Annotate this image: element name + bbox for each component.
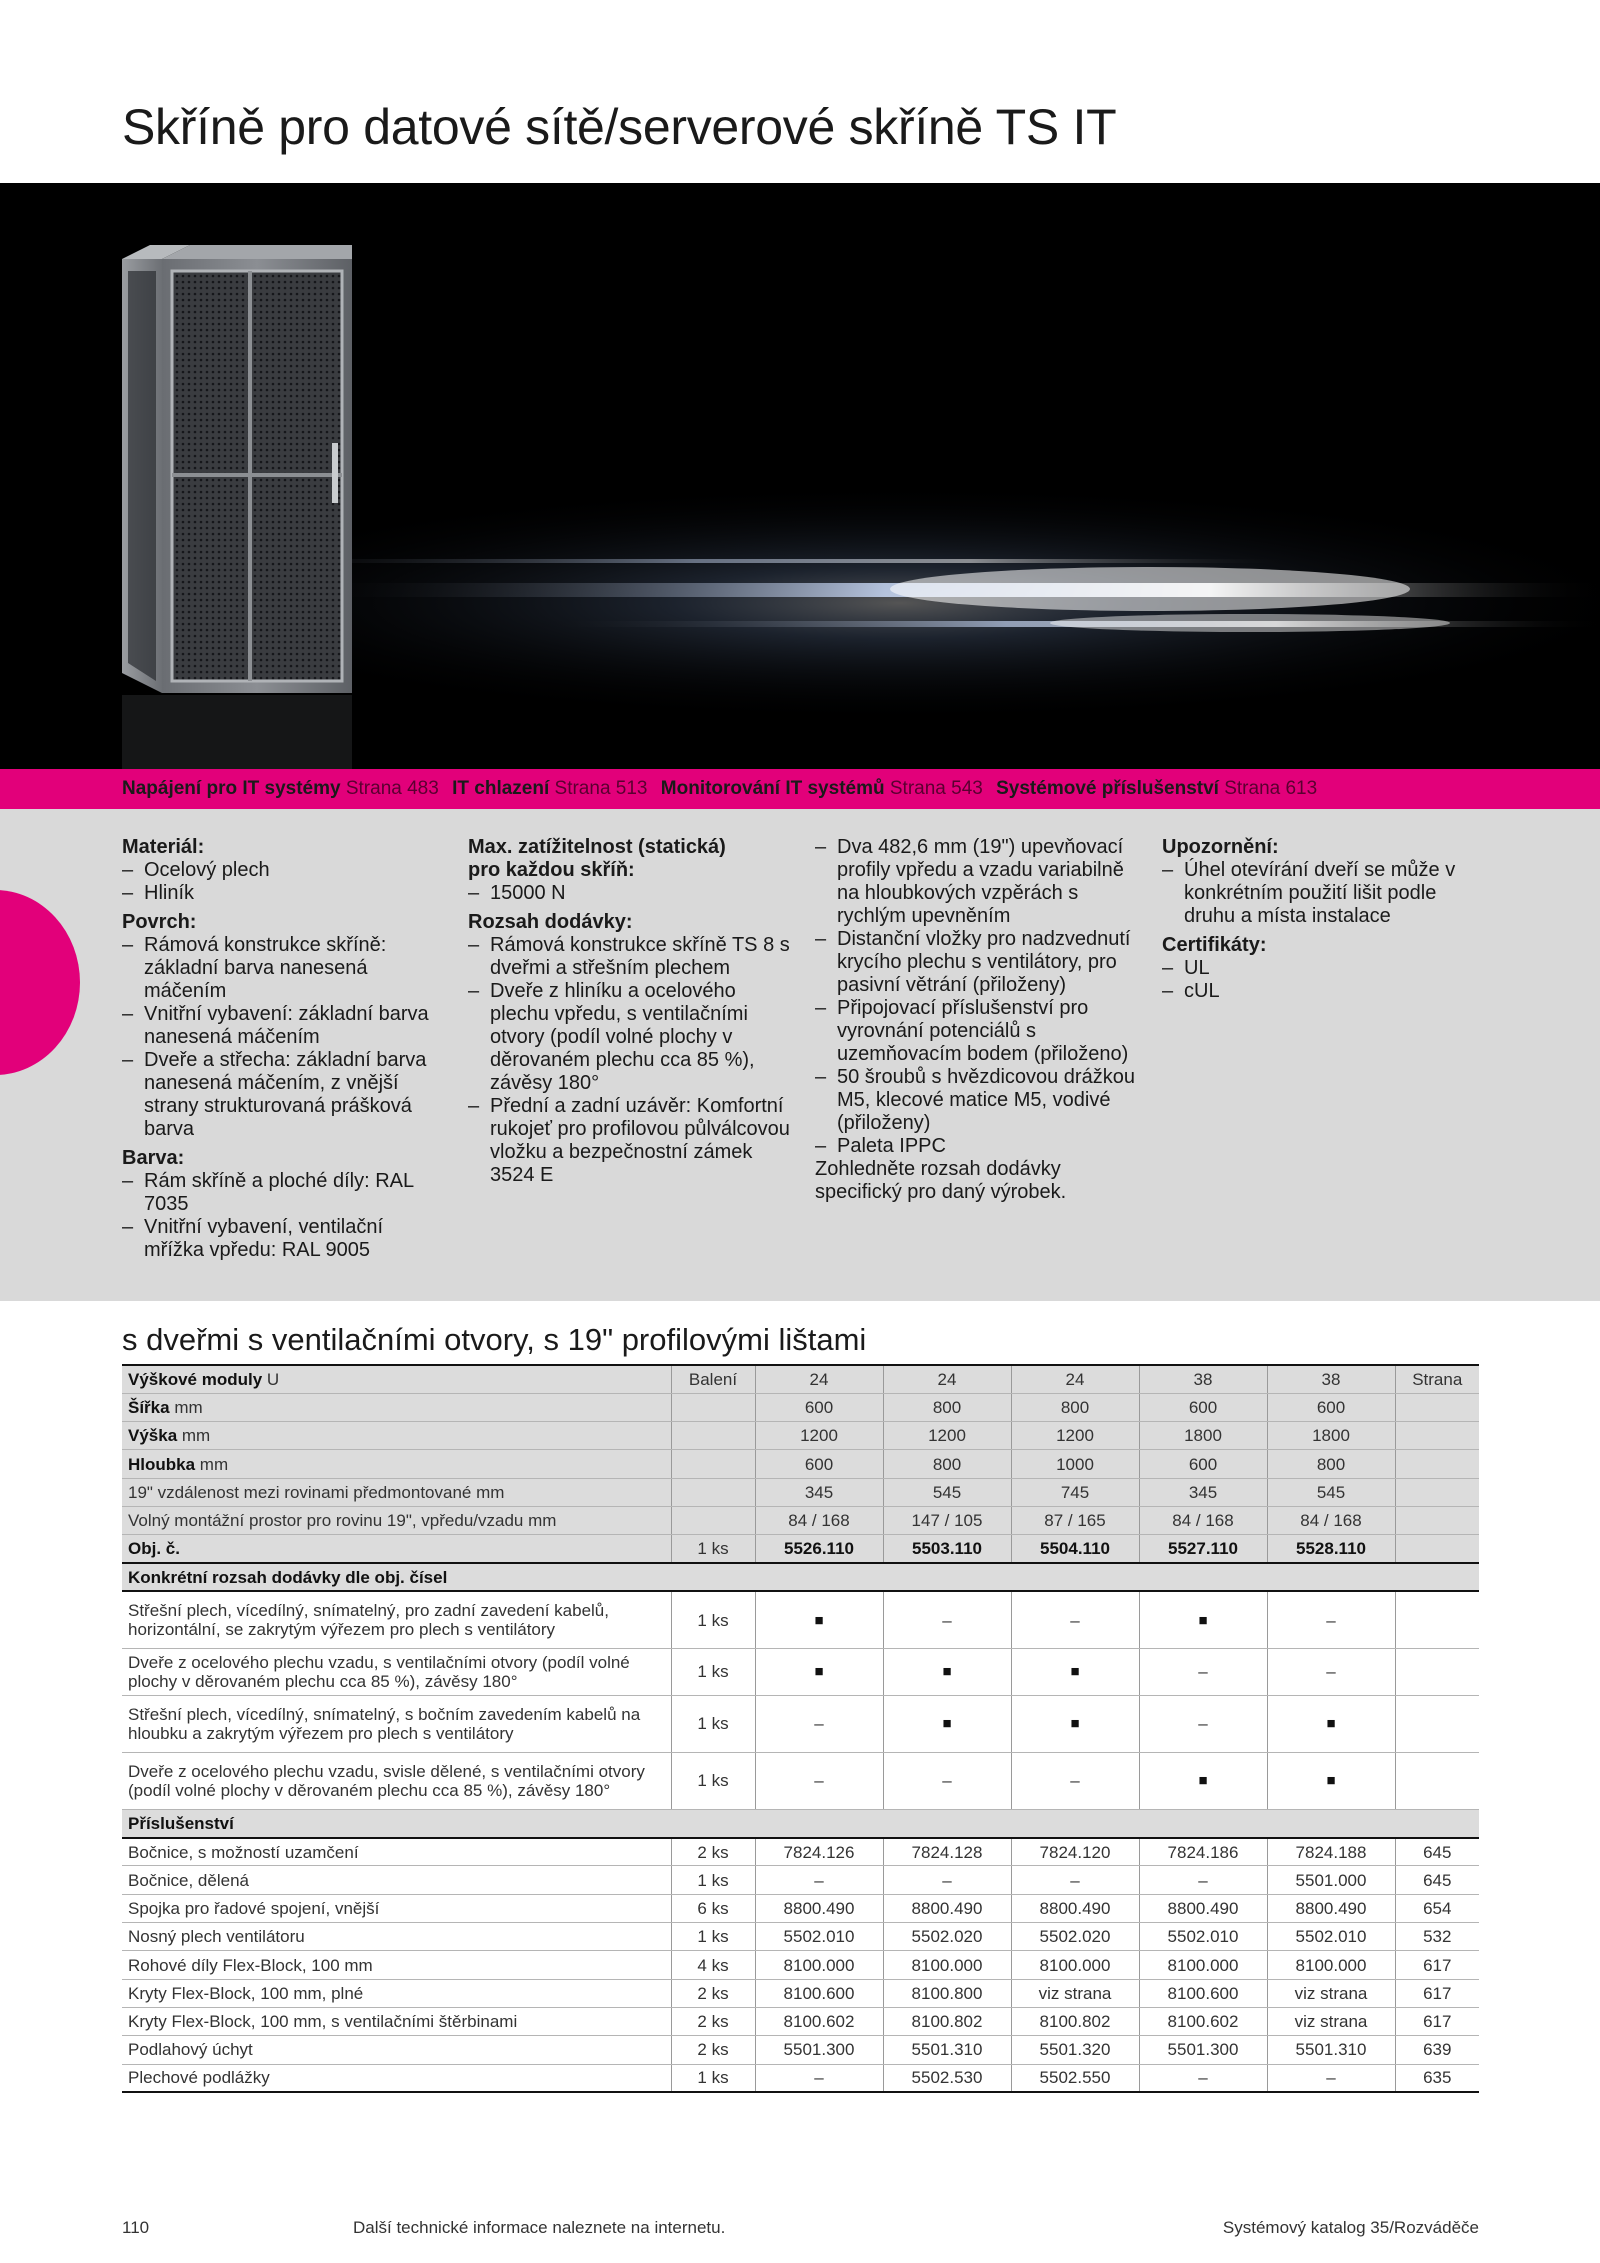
surface-heading: Povrch: [122, 911, 197, 933]
color-item: – Rám skříně a ploché díly: RAL 7035 [122, 1170, 447, 1216]
pack-cell [671, 1478, 755, 1506]
dimension-row [122, 1506, 1479, 1534]
link-it-monitoring-page: Strana 543 [889, 778, 983, 799]
accessory-row [122, 2064, 1479, 2092]
accessory-order-number: 5502.550 [1011, 2064, 1139, 2092]
row-label: Šířka mm [122, 1393, 671, 1421]
accessory-order-number: 7824.120 [1011, 1838, 1139, 1866]
accessory-order-number: 8100.000 [883, 1951, 1011, 1979]
included-mark: ■ [1011, 1648, 1139, 1695]
dimension-value: 600 [1139, 1393, 1267, 1421]
not-included-mark: – [883, 1591, 1011, 1648]
page-reference: 645 [1395, 1866, 1479, 1894]
accessory-label: Podlahový úchyt [122, 2036, 671, 2064]
accessory-order-number: 8100.800 [883, 1979, 1011, 2007]
order-number: 5528.110 [1267, 1535, 1395, 1563]
pack-cell: 1 ks [671, 1535, 755, 1563]
accessory-row [122, 2007, 1479, 2035]
scope-row [122, 1695, 1479, 1752]
page-cell [1395, 1752, 1479, 1809]
material-item: – Ocelový plech [122, 859, 447, 882]
accessory-row [122, 1979, 1479, 2007]
accessory-order-number: 8800.490 [755, 1894, 883, 1922]
dimension-row [122, 1422, 1479, 1450]
scope-item: – Připojovací příslušenství pro vyrovnání potenciálů s uzemňovacím bodem (přiloženo) [815, 997, 1140, 1066]
dimension-value: 600 [755, 1393, 883, 1421]
pack-cell: 6 ks [671, 1894, 755, 1922]
not-included-mark: – [755, 1695, 883, 1752]
page-cell [1395, 1535, 1479, 1563]
not-included-mark: – [883, 1752, 1011, 1809]
pack-cell [671, 1422, 755, 1450]
accessory-order-number: 7824.186 [1139, 1838, 1267, 1866]
page-cell [1395, 1450, 1479, 1478]
accessory-order-number: 8800.490 [1139, 1894, 1267, 1922]
accessory-label: Plechové podlážky [122, 2064, 671, 2092]
load-heading-2: pro každou skříň: [468, 859, 635, 881]
product-hero-image [0, 183, 1600, 769]
scope-row-label: Střešní plech, vícedílný, snímatelný, pro zadní zavedení kabelů, horizontální, se zakrytým výřezem pro plech s ventilátory [122, 1591, 671, 1648]
dimension-row [122, 1393, 1479, 1421]
order-number-row [122, 1535, 1479, 1563]
notice-heading: Upozornění: [1162, 836, 1279, 858]
accessories-band-label: Příslušenství [122, 1809, 1479, 1837]
scope-row [122, 1752, 1479, 1809]
accessory-order-number: 8100.602 [1139, 2007, 1267, 2035]
dimension-value: 800 [1011, 1393, 1139, 1421]
accessory-order-number: 5502.020 [1011, 1923, 1139, 1951]
accessory-order-number: 5501.000 [1267, 1866, 1395, 1894]
included-mark: ■ [1267, 1752, 1395, 1809]
dimension-value: 84 / 168 [1139, 1506, 1267, 1534]
page-header: Strana [1395, 1365, 1479, 1393]
height-module: 24 [883, 1365, 1011, 1393]
page-title: Skříně pro datové sítě/serverové skříně TS IT [122, 99, 1117, 155]
dimension-value: 345 [755, 1478, 883, 1506]
spec-column-1 [122, 836, 447, 1262]
load-item: – 15000 N [468, 882, 793, 905]
certificates-heading: Certifikáty: [1162, 934, 1267, 956]
pack-cell: 2 ks [671, 1979, 755, 2007]
accessory-order-number: – [1139, 2064, 1267, 2092]
included-mark: ■ [883, 1648, 1011, 1695]
spec-column-4 [1162, 836, 1482, 1003]
accessory-order-number: 5502.010 [1267, 1923, 1395, 1951]
page-cell [1395, 1591, 1479, 1648]
page-reference: 639 [1395, 2036, 1479, 2064]
dimension-value: 800 [883, 1450, 1011, 1478]
spec-column-3 [815, 836, 1140, 1204]
page-reference: 617 [1395, 1951, 1479, 1979]
accessory-label: Bočnice, dělená [122, 1866, 671, 1894]
accessory-order-number: 8100.602 [755, 2007, 883, 2035]
not-included-mark: – [1267, 1648, 1395, 1695]
accessory-row [122, 1951, 1479, 1979]
scope-note: Zohledněte rozsah dodávky specifický pro daný výrobek. [815, 1158, 1067, 1203]
related-links-bar [0, 769, 1600, 809]
accessory-order-number: – [1139, 1866, 1267, 1894]
accessory-order-number: 5502.010 [755, 1923, 883, 1951]
accessory-label: Spojka pro řadové spojení, vnější [122, 1894, 671, 1922]
pack-cell: 1 ks [671, 1752, 755, 1809]
scope-heading: Rozsah dodávky: [468, 911, 633, 933]
page-cell [1395, 1478, 1479, 1506]
accessory-order-number: 5502.530 [883, 2064, 1011, 2092]
material-heading: Materiál: [122, 836, 205, 858]
included-mark: ■ [883, 1695, 1011, 1752]
accessory-order-number: 8100.600 [755, 1979, 883, 2007]
accessory-order-number: 8800.490 [1011, 1894, 1139, 1922]
certificate-item: – cUL [1162, 980, 1482, 1003]
scope-item: – Dva 482,6 mm (19") upevňovací profily vpředu a vzadu variabilně na hloubkových vzpěrách s rychlým upevněním [815, 836, 1140, 928]
order-number: 5526.110 [755, 1535, 883, 1563]
height-module: 38 [1267, 1365, 1395, 1393]
pack-cell: 1 ks [671, 1866, 755, 1894]
not-included-mark: – [1267, 1591, 1395, 1648]
accessory-order-number: 5501.300 [1139, 2036, 1267, 2064]
pack-header: Balení [671, 1365, 755, 1393]
accessory-order-number: 5501.310 [883, 2036, 1011, 2064]
row-label: Hloubka mm [122, 1450, 671, 1478]
row-label: Výškové moduly U [122, 1365, 671, 1393]
pack-cell [671, 1450, 755, 1478]
page-reference: 645 [1395, 1838, 1479, 1866]
scope-item: – Paleta IPPC [815, 1135, 1140, 1158]
link-system-accessories[interactable]: Systémové příslušenství [996, 778, 1219, 799]
pack-cell: 2 ks [671, 1838, 755, 1866]
accessory-label: Nosný plech ventilátoru [122, 1923, 671, 1951]
pack-cell: 1 ks [671, 1591, 755, 1648]
scope-item: – Distanční vložky pro nadzvednutí krycího plechu s ventilátory, pro pasivní větrání (přiloženy) [815, 928, 1140, 997]
accessory-order-number: 7824.126 [755, 1838, 883, 1866]
page-cell [1395, 1422, 1479, 1450]
accessory-row [122, 1923, 1479, 1951]
accessory-order-number: 8800.490 [883, 1894, 1011, 1922]
row-label: Volný montážní prostor pro rovinu 19", vpředu/vzadu mm [122, 1506, 671, 1534]
accessory-label: Kryty Flex-Block, 100 mm, s ventilačními štěrbinami [122, 2007, 671, 2035]
height-module: 38 [1139, 1365, 1267, 1393]
accessory-label: Kryty Flex-Block, 100 mm, plné [122, 1979, 671, 2007]
accessory-order-number: 5501.320 [1011, 2036, 1139, 2064]
order-number: 5527.110 [1139, 1535, 1267, 1563]
height-module: 24 [1011, 1365, 1139, 1393]
page-reference: 532 [1395, 1923, 1479, 1951]
dimension-value: 545 [1267, 1478, 1395, 1506]
load-heading: Max. zatížitelnost (statická) [468, 836, 726, 858]
header-row [122, 1365, 1479, 1393]
accessory-row [122, 2036, 1479, 2064]
dimension-value: 1200 [755, 1422, 883, 1450]
accessory-order-number: – [755, 2064, 883, 2092]
color-item: – Vnitřní vybavení, ventilační mřížka vpředu: RAL 9005 [122, 1216, 447, 1262]
scope-band-label: Konkrétní rozsah dodávky dle obj. čísel [122, 1563, 1479, 1591]
dimension-value: 1200 [883, 1422, 1011, 1450]
page-cell [1395, 1506, 1479, 1534]
included-mark: ■ [755, 1648, 883, 1695]
accessory-order-number: – [1011, 1866, 1139, 1894]
certificate-item: – UL [1162, 957, 1482, 980]
accessory-order-number: 8100.000 [1011, 1951, 1139, 1979]
included-mark: ■ [755, 1591, 883, 1648]
accessory-row [122, 1866, 1479, 1894]
dimension-value: 84 / 168 [755, 1506, 883, 1534]
pack-cell: 1 ks [671, 2064, 755, 2092]
surface-item: – Vnitřní vybavení: základní barva nanesená máčením [122, 1003, 447, 1049]
dimension-value: 345 [1139, 1478, 1267, 1506]
product-table [122, 1364, 1479, 2093]
link-it-monitoring[interactable]: Monitorování IT systémů [660, 778, 885, 799]
accessory-order-number: 8800.490 [1267, 1894, 1395, 1922]
scope-item: – Rámová konstrukce skříně TS 8 s dveřmi a střešním plechem [468, 934, 793, 980]
scope-row-label: Dveře z ocelového plechu vzadu, svisle dělené, s ventilačními otvory (podíl volné plochy v děrovaném plechu cca 85 %), závěsy 180° [122, 1752, 671, 1809]
included-mark: ■ [1139, 1752, 1267, 1809]
accessory-order-number: 5501.300 [755, 2036, 883, 2064]
accessory-order-number: viz strana [1267, 2007, 1395, 2035]
pack-cell: 2 ks [671, 2007, 755, 2035]
color-heading: Barva: [122, 1147, 185, 1169]
accessories-band [122, 1809, 1479, 1837]
page-reference: 617 [1395, 1979, 1479, 2007]
page-cell [1395, 1393, 1479, 1421]
not-included-mark: – [1139, 1648, 1267, 1695]
accessory-order-number: 8100.802 [1011, 2007, 1139, 2035]
dimension-row [122, 1450, 1479, 1478]
included-mark: ■ [1267, 1695, 1395, 1752]
dimension-value: 87 / 165 [1011, 1506, 1139, 1534]
material-item: – Hliník [122, 882, 447, 905]
not-included-mark: – [1011, 1591, 1139, 1648]
order-number: 5503.110 [883, 1535, 1011, 1563]
page-cell [1395, 1695, 1479, 1752]
accessory-order-number: viz strana [1011, 1979, 1139, 2007]
accessory-order-number: 8100.600 [1139, 1979, 1267, 2007]
footer-catalog: Systémový katalog 35/Rozváděče [1222, 2218, 1479, 2237]
section-title: s dveřmi s ventilačními otvory, s 19" profilovými lištami [122, 1322, 867, 1357]
scope-item: – 50 šroubů s hvězdicovou drážkou M5, klecové matice M5, vodivé (přiloženy) [815, 1066, 1140, 1135]
accessory-order-number: viz strana [1267, 1979, 1395, 2007]
not-included-mark: – [755, 1752, 883, 1809]
dimension-value: 745 [1011, 1478, 1139, 1506]
scope-row [122, 1648, 1479, 1695]
accessory-label: Rohové díly Flex-Block, 100 mm [122, 1951, 671, 1979]
scope-item: – Přední a zadní uzávěr: Komfortní rukojeť pro profilovou půlválcovou vložku a bezpečnostní zámek 3524 E [468, 1095, 793, 1187]
included-mark: ■ [1139, 1591, 1267, 1648]
accessory-order-number: 8100.000 [1139, 1951, 1267, 1979]
page-reference: 654 [1395, 1894, 1479, 1922]
dimension-value: 800 [1267, 1450, 1395, 1478]
included-mark: ■ [1011, 1695, 1139, 1752]
dimension-value: 1200 [1011, 1422, 1139, 1450]
pack-cell [671, 1393, 755, 1421]
not-included-mark: – [1139, 1695, 1267, 1752]
dimension-value: 600 [1139, 1450, 1267, 1478]
row-label: 19" vzdálenost mezi rovinami předmontované mm [122, 1478, 671, 1506]
row-label: Výška mm [122, 1422, 671, 1450]
accessory-order-number: – [883, 1866, 1011, 1894]
accessory-order-number: 8100.000 [755, 1951, 883, 1979]
row-label: Obj. č. [122, 1535, 671, 1563]
scope-band [122, 1563, 1479, 1591]
dimension-value: 600 [1267, 1393, 1395, 1421]
accessory-label: Bočnice, s možností uzamčení [122, 1838, 671, 1866]
accessory-order-number: – [1267, 2064, 1395, 2092]
scope-row-label: Střešní plech, vícedílný, snímatelný, s bočním zavedením kabelů na hloubku a zakrytým výřezem pro plech s ventilátory [122, 1695, 671, 1752]
accessory-order-number: 8100.802 [883, 2007, 1011, 2035]
pack-cell: 1 ks [671, 1648, 755, 1695]
link-it-power-page: Strana 483 [345, 778, 439, 799]
dimension-row [122, 1478, 1479, 1506]
accessory-row [122, 1894, 1479, 1922]
pack-cell: 4 ks [671, 1951, 755, 1979]
page-number: 110 [122, 2218, 150, 2237]
height-module: 24 [755, 1365, 883, 1393]
dimension-value: 545 [883, 1478, 1011, 1506]
spec-column-2 [468, 836, 793, 1187]
pack-cell: 2 ks [671, 2036, 755, 2064]
accessory-order-number: 7824.188 [1267, 1838, 1395, 1866]
scope-item: – Dveře z hliníku a ocelového plechu vpředu, s ventilačními otvory (podíl volné plochy v děrovaném plechu cca 85 %), závěsy 180° [468, 980, 793, 1095]
page-cell [1395, 1648, 1479, 1695]
pack-cell: 1 ks [671, 1923, 755, 1951]
pack-cell: 1 ks [671, 1695, 755, 1752]
dimension-value: 1800 [1139, 1422, 1267, 1450]
link-system-accessories-page: Strana 613 [1224, 778, 1318, 799]
surface-item: – Rámová konstrukce skříně: základní barva nanesená máčením [122, 934, 447, 1003]
accessory-order-number: 5502.020 [883, 1923, 1011, 1951]
link-it-cooling[interactable]: IT chlazení [452, 778, 550, 799]
accessory-order-number: 5501.310 [1267, 2036, 1395, 2064]
scope-row-label: Dveře z ocelového plechu vzadu, s ventilačními otvory (podíl volné plochy v děrovaném plechu cca 85 %), závěsy 180° [122, 1648, 671, 1695]
dimension-value: 84 / 168 [1267, 1506, 1395, 1534]
scope-row [122, 1591, 1479, 1648]
dimension-value: 600 [755, 1450, 883, 1478]
link-it-power[interactable]: Napájení pro IT systémy [122, 778, 341, 799]
surface-item: – Dveře a střecha: základní barva nanesená máčením, z vnější strany strukturovaná prášková barva [122, 1049, 447, 1141]
dimension-value: 1000 [1011, 1450, 1139, 1478]
footer-note: Další technické informace naleznete na internetu. [353, 2218, 726, 2237]
not-included-mark: – [1011, 1752, 1139, 1809]
order-number: 5504.110 [1011, 1535, 1139, 1563]
dimension-value: 1800 [1267, 1422, 1395, 1450]
accessory-order-number: 7824.128 [883, 1838, 1011, 1866]
link-it-cooling-page: Strana 513 [554, 778, 648, 799]
page-reference: 617 [1395, 2007, 1479, 2035]
accessory-order-number: – [755, 1866, 883, 1894]
pack-cell [671, 1506, 755, 1534]
notice-item: – Úhel otevírání dveří se může v konkrétním použití lišit podle druhu a místa instalace [1162, 859, 1482, 928]
dimension-value: 147 / 105 [883, 1506, 1011, 1534]
page-reference: 635 [1395, 2064, 1479, 2092]
accessory-order-number: 8100.000 [1267, 1951, 1395, 1979]
accessory-row [122, 1838, 1479, 1866]
dimension-value: 800 [883, 1393, 1011, 1421]
accessory-order-number: 5502.010 [1139, 1923, 1267, 1951]
